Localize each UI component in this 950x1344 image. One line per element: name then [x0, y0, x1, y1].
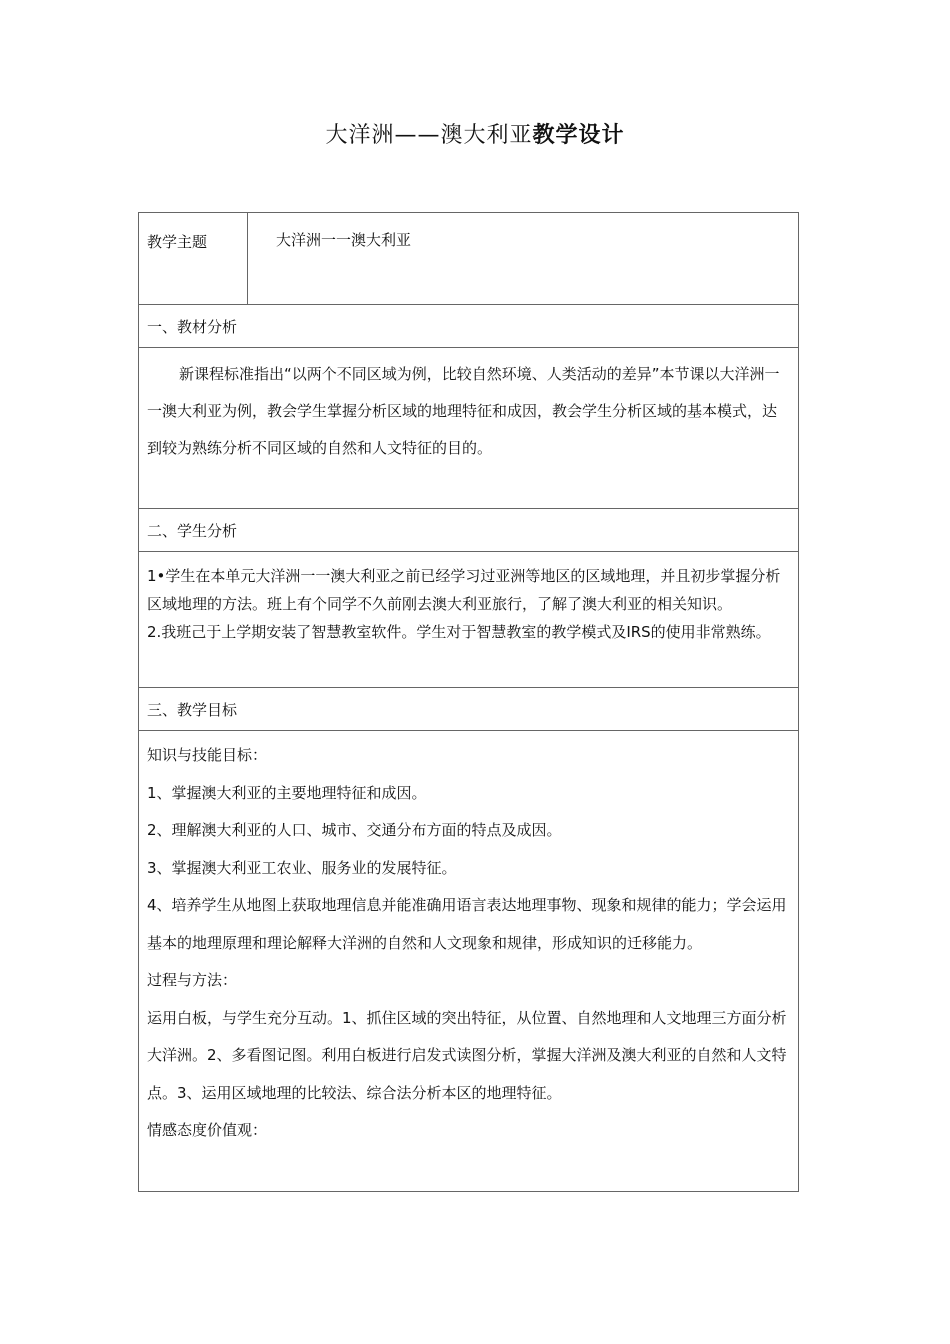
objective-item: 2、理解澳大利亚的人口、城市、交通分布方面的特点及成因。	[147, 821, 562, 839]
lesson-plan-table	[138, 212, 799, 1192]
section-heading-row	[139, 305, 799, 348]
objectives-attitude-heading: 情感态度价值观：	[147, 1121, 268, 1139]
section-1-content-row	[139, 348, 799, 509]
section-1-content	[139, 348, 799, 509]
title-main: 大洋洲——澳大利亚	[325, 123, 533, 148]
topic-value: 大洋洲一一澳大利亚	[248, 213, 799, 305]
objectives-process-heading: 过程与方法：	[147, 971, 238, 989]
section-2-heading: 二、学生分析	[139, 509, 799, 552]
topic-row	[139, 213, 799, 305]
objectives-knowledge-heading: 知识与技能目标：	[147, 746, 268, 764]
section-1-heading: 一、教材分析	[139, 305, 799, 348]
section-2-content	[139, 552, 799, 688]
section-heading-row	[139, 688, 799, 731]
section-3-content	[139, 731, 799, 1192]
section-1-paragraph: 新课程标准指出“以两个不同区域为例，比较自然环境、人类活动的差异”本节课以大洋洲一一澳大利亚为例，教会学生掌握分析区域的地理特征和成因，教会学生分析区域的基本模式，达到较为熟练分析不同区域的自然和人文特征的目的。	[147, 365, 780, 457]
topic-label: 教学主题	[139, 213, 248, 305]
section-2-paragraph-1: 1•学生在本单元大洋洲一一澳大利亚之前已经学习过亚洲等地区的区域地理，并且初步掌握分析区域地理的方法。班上有个同学不久前刚去澳大利亚旅行，了解了澳大利亚的相关知识。	[147, 567, 781, 613]
document-title	[0, 118, 950, 149]
objective-item: 4、培养学生从地图上获取地理信息并能准确用语言表达地理事物、现象和规律的能力；学会运用基本的地理原理和理论解释大洋洲的自然和人文现象和规律，形成知识的迁移能力。	[147, 896, 787, 952]
objective-item: 3、掌握澳大利亚工农业、服务业的发展特征。	[147, 858, 457, 877]
title-bold: 教学设计	[532, 123, 625, 148]
section-heading-row	[139, 509, 799, 552]
section-2-content-row	[139, 552, 799, 688]
objective-process-text: 运用白板，与学生充分互动。1、抓住区域的突出特征，从位置、自然地理和人文地理三方面分析大洋洲。2、多看图记图。利用白板进行启发式读图分析，掌握大洋洲及澳大利亚的自然和人文特点。3、运用区域地理的比较法、综合法分析本区的地理特征。	[147, 1008, 787, 1102]
section-3-heading: 三、教学目标	[139, 688, 799, 731]
objective-item: 1、掌握澳大利亚的主要地理特征和成因。	[147, 783, 427, 802]
section-3-content-row	[139, 731, 799, 1192]
section-2-paragraph-2: 2.我班己于上学期安装了智慧教室软件。学生对于智慧教室的教学模式及IRS的使用非常熟练。	[147, 623, 771, 641]
